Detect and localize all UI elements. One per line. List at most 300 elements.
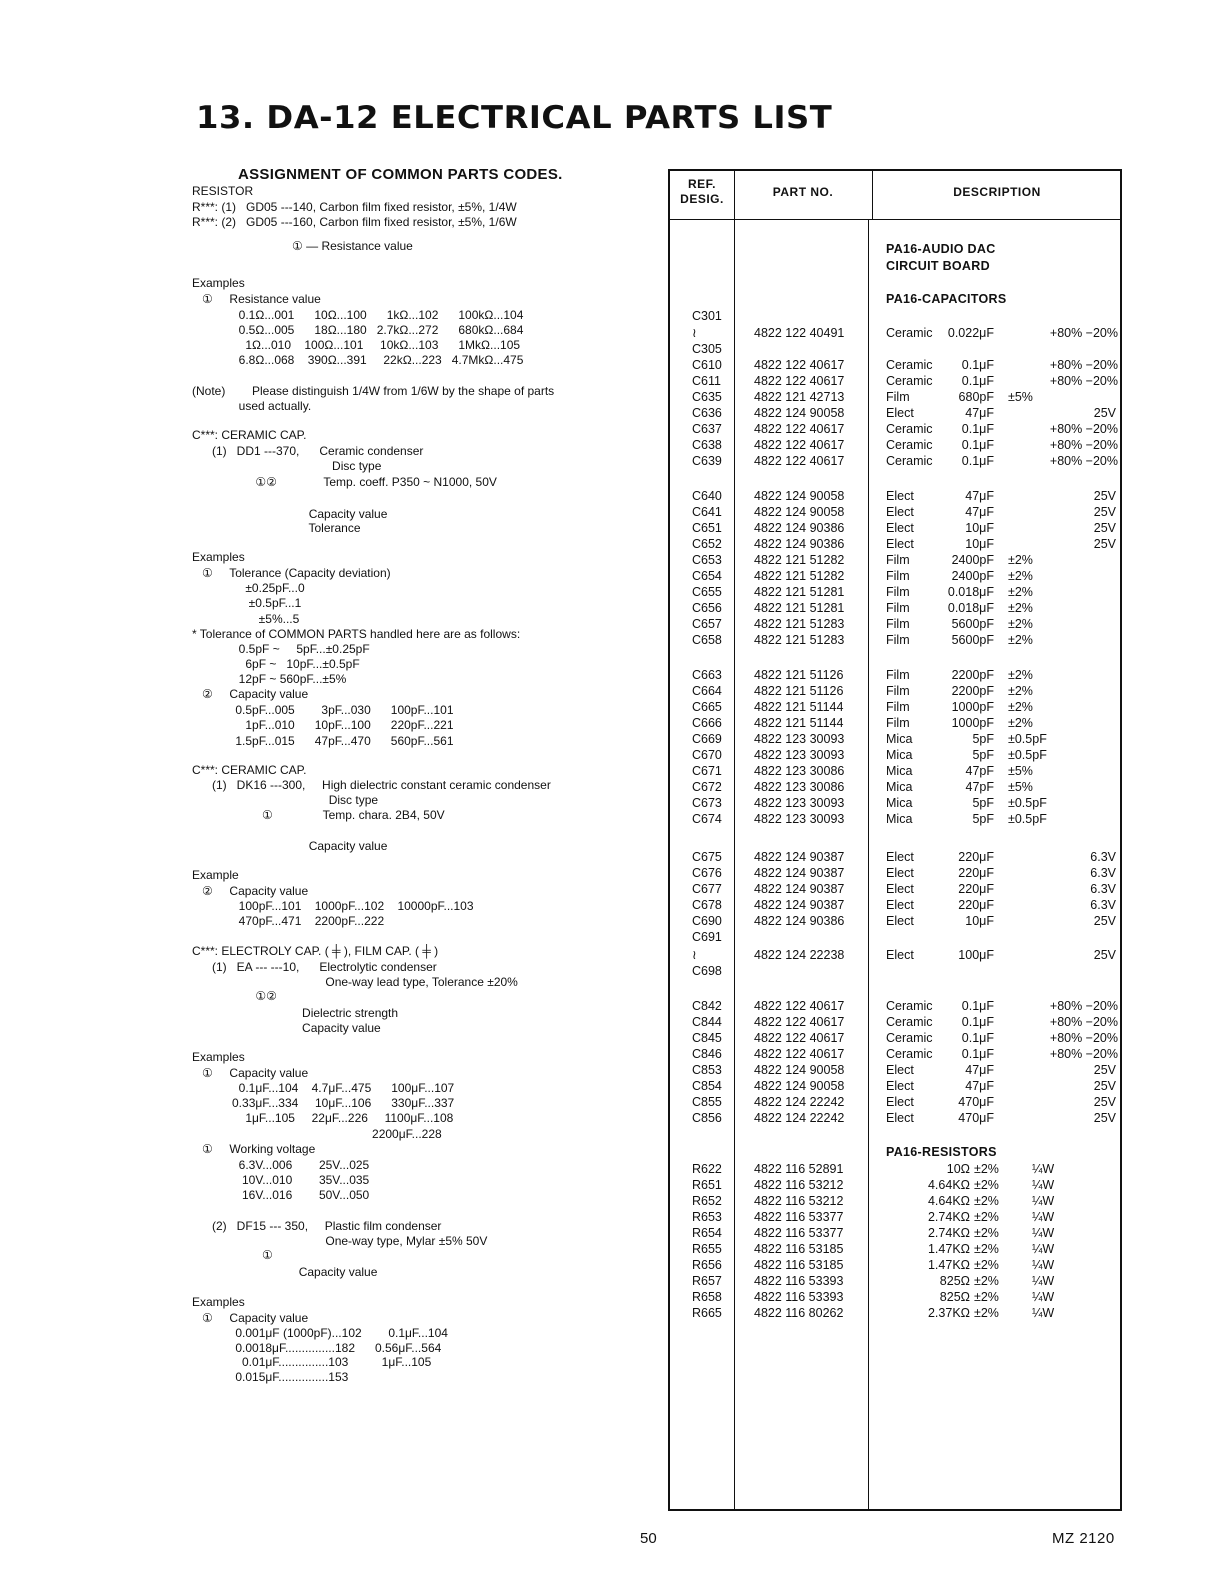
table-row <box>670 715 1120 731</box>
type-cell: Film <box>886 585 910 599</box>
part-no-cell: 4822 116 53185 <box>754 1242 844 1256</box>
table-row <box>670 747 1120 763</box>
code-text-line: Capacity value <box>192 507 388 521</box>
code-text-line: Capacity value <box>192 1021 381 1035</box>
rating-cell: ¼W <box>1032 1274 1055 1288</box>
code-text-line: ±0.5pF...1 <box>192 596 302 610</box>
type-cell: Ceramic <box>886 999 933 1013</box>
rating-cell: 25V <box>1093 1063 1116 1077</box>
table-row <box>670 1078 1120 1094</box>
value-cell: 5pF <box>972 796 994 810</box>
table-row <box>670 1273 1120 1289</box>
type-cell: Film <box>886 390 910 404</box>
ref-desig-cell: R651 <box>692 1178 722 1192</box>
code-text-line: Examples <box>192 1050 245 1064</box>
ref-desig-cell: C654 <box>692 569 722 583</box>
tolerance-cell: +80% −20% <box>1049 422 1118 436</box>
type-cell: Film <box>886 633 910 647</box>
value-cell: 0.022μF <box>947 326 994 340</box>
rating-cell: ¼W <box>1032 1306 1055 1320</box>
table-row <box>670 849 1120 865</box>
type-cell: Film <box>886 553 910 567</box>
ref-desig-cell: C305 <box>692 342 722 356</box>
table-row <box>670 552 1120 568</box>
table-row <box>670 1094 1120 1110</box>
table-row <box>670 1193 1120 1209</box>
code-text-line: 1μF...105 22μF...226 1100μF...108 <box>192 1111 454 1125</box>
value-cell: 5pF <box>972 748 994 762</box>
ref-desig-cell: C855 <box>692 1095 722 1109</box>
rating-cell: 25V <box>1093 1111 1116 1125</box>
ref-desig-cell: ≀ <box>692 948 697 962</box>
ref-desig-cell: C676 <box>692 866 722 880</box>
part-no-cell: 4822 121 51282 <box>754 553 845 567</box>
ref-desig-cell: C842 <box>692 999 722 1013</box>
part-no-cell: 4822 122 40617 <box>754 438 845 452</box>
part-no-cell: 4822 121 51126 <box>754 684 844 698</box>
code-text-line: (1) EA --- ---10, Electrolytic condenser <box>192 960 437 974</box>
tolerance-cell: ±2% <box>974 1194 999 1208</box>
value-cell: 4.64KΩ <box>927 1194 970 1208</box>
code-text-line: ② Capacity value <box>192 687 309 701</box>
ref-desig-cell: C666 <box>692 716 722 730</box>
value-cell: 1.47KΩ <box>927 1242 970 1256</box>
value-cell: 4.64KΩ <box>927 1178 970 1192</box>
ref-desig-cell: C677 <box>692 882 722 896</box>
tolerance-cell: ±2% <box>1008 601 1033 615</box>
value-cell: 1.47KΩ <box>927 1258 970 1272</box>
value-cell: 220μF <box>958 850 994 864</box>
part-no-cell: 4822 124 90387 <box>754 850 845 864</box>
part-no-cell: 4822 124 90386 <box>754 914 845 928</box>
table-row <box>670 1209 1120 1225</box>
table-row <box>670 1225 1120 1241</box>
page-number: 50 <box>640 1530 657 1547</box>
ref-desig-cell: R665 <box>692 1306 722 1320</box>
tolerance-cell: ±2% <box>1008 569 1033 583</box>
value-cell: 470μF <box>958 1095 994 1109</box>
rating-cell: ¼W <box>1032 1162 1055 1176</box>
code-text-line: 470pF...471 2200pF...222 <box>192 914 385 928</box>
ref-desig-cell: C639 <box>692 454 722 468</box>
value-cell: 0.1μF <box>961 422 994 436</box>
tolerance-cell: ±2% <box>974 1290 999 1304</box>
part-no-cell: 4822 122 40617 <box>754 999 845 1013</box>
value-cell: 0.018μF <box>947 585 994 599</box>
code-text-line: Examples <box>192 550 245 564</box>
ref-desig-cell: C690 <box>692 914 722 928</box>
table-row <box>670 536 1120 552</box>
code-text-line: ①② <box>192 989 277 1003</box>
ref-desig-cell: C674 <box>692 812 722 826</box>
code-text-line: (Note) Please distinguish 1/4W from 1/6W by the shape of parts <box>192 384 555 398</box>
type-cell: Mica <box>886 764 913 778</box>
code-text-line: ±5%...5 <box>192 612 300 626</box>
part-no-cell: 4822 123 30093 <box>754 796 845 810</box>
rating-cell: ¼W <box>1032 1178 1055 1192</box>
code-text-line: (2) DF15 --- 350, Plastic film condenser <box>192 1219 442 1233</box>
value-cell: 2.37KΩ <box>927 1306 970 1320</box>
value-cell: 47μF <box>965 489 994 503</box>
code-text-line: 10V...010 35V...035 <box>192 1173 370 1187</box>
table-row <box>670 998 1120 1014</box>
code-text-line: RESISTOR <box>192 184 254 198</box>
ref-desig-cell: C638 <box>692 438 722 452</box>
ref-desig-cell: C301 <box>692 309 722 323</box>
ref-desig-cell: C670 <box>692 748 722 762</box>
tolerance-cell: +80% −20% <box>1049 1015 1118 1029</box>
ref-desig-cell: C672 <box>692 780 722 794</box>
code-text-line: R***: (2) GD05 ---160, Carbon film fixed resistor, ±5%, 1/6W <box>192 215 517 229</box>
model-number: MZ 2120 <box>1052 1530 1115 1547</box>
code-text-line: ① Tolerance (Capacity deviation) <box>192 566 391 580</box>
ref-desig-cell: R655 <box>692 1242 722 1256</box>
ref-desig-cell: C656 <box>692 601 722 615</box>
code-text-line: Example <box>192 868 239 882</box>
ref-desig-cell: C658 <box>692 633 722 647</box>
tolerance-cell: +80% −20% <box>1049 1031 1118 1045</box>
ref-desig-cell: R657 <box>692 1274 722 1288</box>
table-row <box>670 1257 1120 1273</box>
table-row <box>670 929 1120 945</box>
part-no-cell: 4822 124 90387 <box>754 866 845 880</box>
code-text-line: 1Ω...010 100Ω...101 10kΩ...103 1MkΩ...105 <box>192 338 521 352</box>
part-no-cell: 4822 122 40617 <box>754 1015 845 1029</box>
code-text-line: 12pF ~ 560pF...±5% <box>192 672 347 686</box>
ref-desig-cell: C657 <box>692 617 722 631</box>
code-text-line: Tolerance <box>192 521 361 535</box>
table-row <box>670 963 1120 979</box>
part-no-cell: 4822 124 22242 <box>754 1095 845 1109</box>
type-cell: Elect <box>886 521 914 535</box>
rating-cell: 6.3V <box>1090 850 1116 864</box>
tolerance-cell: ±2% <box>974 1306 999 1320</box>
tolerance-cell: ±0.5pF <box>1008 748 1047 762</box>
rating-cell: 25V <box>1093 1095 1116 1109</box>
type-cell: Elect <box>886 948 914 962</box>
ref-desig-cell: C698 <box>692 964 722 978</box>
code-text-line: One-way type, Mylar ±5% 50V <box>192 1234 488 1248</box>
type-cell: Elect <box>886 898 914 912</box>
table-row <box>670 1161 1120 1177</box>
ref-desig-cell: C853 <box>692 1063 722 1077</box>
tolerance-cell: ±2% <box>974 1210 999 1224</box>
value-cell: 0.1μF <box>961 358 994 372</box>
code-text-line: 0.1Ω...001 10Ω...100 1kΩ...102 100kΩ...104 <box>192 308 524 322</box>
table-row <box>670 683 1120 699</box>
rating-cell: ¼W <box>1032 1226 1055 1240</box>
ref-desig-cell: C653 <box>692 553 722 567</box>
type-cell: Film <box>886 684 910 698</box>
type-cell: Elect <box>886 850 914 864</box>
tolerance-cell: +80% −20% <box>1049 999 1118 1013</box>
value-cell: 825Ω <box>939 1274 970 1288</box>
value-cell: 2400pF <box>951 553 994 567</box>
page-title: 13. DA-12 ELECTRICAL PARTS LIST <box>196 100 833 136</box>
ref-desig-cell: C641 <box>692 505 722 519</box>
table-row <box>670 437 1120 453</box>
value-cell: 47pF <box>965 780 994 794</box>
tolerance-cell: ±2% <box>1008 585 1033 599</box>
table-row <box>670 897 1120 913</box>
ref-desig-cell: C691 <box>692 930 722 944</box>
code-text-line: 1pF...010 10pF...100 220pF...221 <box>192 718 454 732</box>
tolerance-cell: +80% −20% <box>1049 358 1118 372</box>
value-cell: 0.1μF <box>961 374 994 388</box>
parts-table <box>668 169 1122 1511</box>
tolerance-cell: ±5% <box>1008 390 1033 404</box>
value-cell: 5600pF <box>951 633 994 647</box>
part-no-cell: 4822 116 53212 <box>754 1178 844 1192</box>
value-cell: 220μF <box>958 882 994 896</box>
ref-desig-cell: R658 <box>692 1290 722 1304</box>
ref-desig-cell: R653 <box>692 1210 722 1224</box>
tolerance-cell: +80% −20% <box>1049 1047 1118 1061</box>
table-row <box>670 421 1120 437</box>
table-row <box>670 667 1120 683</box>
part-no-cell: 4822 124 22238 <box>754 948 845 962</box>
part-no-cell: 4822 124 90058 <box>754 489 845 503</box>
table-row <box>670 389 1120 405</box>
value-cell: 2200pF <box>951 684 994 698</box>
part-no-cell: 4822 124 90058 <box>754 1079 845 1093</box>
type-cell: Ceramic <box>886 374 933 388</box>
part-no-cell: 4822 116 80262 <box>754 1306 844 1320</box>
part-no-cell: 4822 122 40491 <box>754 326 845 340</box>
type-cell: Elect <box>886 489 914 503</box>
tolerance-cell: +80% −20% <box>1049 326 1118 340</box>
part-no-cell: 4822 121 51283 <box>754 633 845 647</box>
rating-cell: ¼W <box>1032 1242 1055 1256</box>
type-cell: Elect <box>886 1095 914 1109</box>
value-cell: 47μF <box>965 505 994 519</box>
value-cell: 10μF <box>965 521 994 535</box>
tolerance-cell: ±5% <box>1008 764 1033 778</box>
value-cell: 825Ω <box>939 1290 970 1304</box>
ref-desig-cell: C651 <box>692 521 722 535</box>
table-row <box>670 1046 1120 1062</box>
table-row <box>670 488 1120 504</box>
table-row <box>670 913 1120 929</box>
table-row <box>670 1241 1120 1257</box>
code-text-line: 0.001μF (1000pF)...102 0.1μF...104 <box>192 1326 448 1340</box>
type-cell: Elect <box>886 914 914 928</box>
rating-cell: ¼W <box>1032 1194 1055 1208</box>
code-text-line: (1) DD1 ---370, Ceramic condenser <box>192 444 424 458</box>
rating-cell: 25V <box>1093 406 1116 420</box>
table-row <box>670 1014 1120 1030</box>
value-cell: 47pF <box>965 764 994 778</box>
type-cell: Film <box>886 617 910 631</box>
code-text-line: 6pF ~ 10pF...±0.5pF <box>192 657 360 671</box>
table-row <box>670 699 1120 715</box>
tolerance-cell: ±2% <box>1008 668 1033 682</box>
type-cell: Ceramic <box>886 422 933 436</box>
type-cell: Elect <box>886 406 914 420</box>
type-cell: Elect <box>886 505 914 519</box>
code-text-line: 0.5pF...005 3pF...030 100pF...101 <box>192 703 454 717</box>
ref-desig-cell: C669 <box>692 732 722 746</box>
value-cell: 0.1μF <box>961 454 994 468</box>
table-row <box>670 1305 1120 1321</box>
value-cell: 2200pF <box>951 668 994 682</box>
code-text-line: 0.0018μF...............182 0.56μF...564 <box>192 1341 442 1355</box>
code-text-line: C***: CERAMIC CAP. <box>192 763 307 777</box>
tolerance-cell: ±5% <box>1008 780 1033 794</box>
value-cell: 47μF <box>965 406 994 420</box>
part-no-cell: 4822 121 51283 <box>754 617 845 631</box>
table-row <box>670 325 1120 341</box>
code-text-line: ①② Temp. coeff. P350 ~ N1000, 50V <box>192 475 497 489</box>
ref-desig-cell: C846 <box>692 1047 722 1061</box>
value-cell: 2.74KΩ <box>927 1226 970 1240</box>
part-no-cell: 4822 116 53393 <box>754 1290 844 1304</box>
value-cell: 0.1μF <box>961 438 994 452</box>
type-cell: Mica <box>886 796 913 810</box>
ref-desig-cell: C637 <box>692 422 722 436</box>
type-cell: Ceramic <box>886 358 933 372</box>
part-no-cell: 4822 116 53377 <box>754 1210 844 1224</box>
ref-desig-cell: C636 <box>692 406 722 420</box>
ref-desig-cell: C845 <box>692 1031 722 1045</box>
part-no-cell: 4822 122 40617 <box>754 358 845 372</box>
table-row <box>670 568 1120 584</box>
code-text-line: 0.1μF...104 4.7μF...475 100μF...107 <box>192 1081 455 1095</box>
ref-desig-cell: C673 <box>692 796 722 810</box>
ref-desig-cell: ≀ <box>692 326 697 340</box>
part-no-cell: 4822 116 53393 <box>754 1274 844 1288</box>
code-text-line: 6.8Ω...068 390Ω...391 22kΩ...223 4.7MkΩ...475 <box>192 353 524 367</box>
header-ref-desig: REF. DESIG. <box>680 177 724 206</box>
rating-cell: ¼W <box>1032 1210 1055 1224</box>
board-title: CIRCUIT BOARD <box>886 259 990 273</box>
ref-desig-cell: C663 <box>692 668 722 682</box>
code-text-line: ① <box>192 1248 273 1262</box>
code-text-line: * Tolerance of COMMON PARTS handled here are as follows: <box>192 627 521 641</box>
tolerance-cell: ±2% <box>974 1258 999 1272</box>
rating-cell: 25V <box>1093 948 1116 962</box>
code-text-line: C***: ELECTROLY CAP. ( ╪ ), FILM CAP. ( ╪ ) <box>192 944 439 958</box>
tolerance-cell: ±2% <box>974 1226 999 1240</box>
part-no-cell: 4822 121 51144 <box>754 716 844 730</box>
value-cell: 470μF <box>958 1111 994 1125</box>
part-no-cell: 4822 124 90386 <box>754 537 845 551</box>
type-cell: Ceramic <box>886 1047 933 1061</box>
part-no-cell: 4822 122 40617 <box>754 454 845 468</box>
code-text-line: 0.5Ω...005 18Ω...180 2.7kΩ...272 680kΩ...684 <box>192 323 524 337</box>
table-row <box>670 504 1120 520</box>
ref-desig-cell: C652 <box>692 537 722 551</box>
tolerance-cell: ±2% <box>1008 617 1033 631</box>
table-row <box>670 520 1120 536</box>
value-cell: 680pF <box>958 390 994 404</box>
part-no-cell: 4822 123 30086 <box>754 780 845 794</box>
table-row <box>670 357 1120 373</box>
part-no-cell: 4822 121 42713 <box>754 390 845 404</box>
value-cell: 2400pF <box>951 569 994 583</box>
part-no-cell: 4822 122 40617 <box>754 1031 845 1045</box>
type-cell: Film <box>886 700 910 714</box>
tolerance-cell: ±0.5pF <box>1008 796 1047 810</box>
tolerance-cell: ±2% <box>974 1274 999 1288</box>
value-cell: 10Ω <box>946 1162 970 1176</box>
ref-desig-cell: R652 <box>692 1194 722 1208</box>
table-row <box>670 600 1120 616</box>
ref-desig-cell: C678 <box>692 898 722 912</box>
part-no-cell: 4822 121 51281 <box>754 601 845 615</box>
tolerance-cell: ±2% <box>1008 684 1033 698</box>
code-text-line: ±0.25pF...0 <box>192 581 305 595</box>
code-text-line: ① — Resistance value <box>192 239 413 253</box>
ref-desig-cell: C844 <box>692 1015 722 1029</box>
code-text-line: (1) DK16 ---300, High dielectric constant ceramic condenser <box>192 778 551 792</box>
ref-desig-cell: C671 <box>692 764 722 778</box>
part-no-cell: 4822 121 51144 <box>754 700 844 714</box>
ref-desig-cell: C856 <box>692 1111 722 1125</box>
value-cell: 5600pF <box>951 617 994 631</box>
code-text-line: 0.015μF...............153 <box>192 1370 349 1384</box>
code-text-line: ① Capacity value <box>192 1311 309 1325</box>
part-no-cell: 4822 116 53212 <box>754 1194 844 1208</box>
code-text-line: 0.33μF...334 10μF...106 330μF...337 <box>192 1096 455 1110</box>
part-no-cell: 4822 122 40617 <box>754 374 845 388</box>
type-cell: Elect <box>886 1079 914 1093</box>
code-text-line: One-way lead type, Tolerance ±20% <box>192 975 518 989</box>
code-text-line: C***: CERAMIC CAP. <box>192 428 307 442</box>
code-text-line: 0.5pF ~ 5pF...±0.25pF <box>192 642 370 656</box>
part-no-cell: 4822 122 40617 <box>754 422 845 436</box>
code-text-line: R***: (1) GD05 ---140, Carbon film fixed resistor, ±5%, 1/4W <box>192 200 517 214</box>
value-cell: 220μF <box>958 866 994 880</box>
ref-desig-cell: C610 <box>692 358 722 372</box>
table-row <box>670 373 1120 389</box>
header-description: DESCRIPTION <box>953 185 1041 199</box>
table-row <box>670 795 1120 811</box>
tolerance-cell: +80% −20% <box>1049 374 1118 388</box>
code-text-line: Dielectric strength <box>192 1006 399 1020</box>
ref-desig-cell: C655 <box>692 585 722 599</box>
table-row <box>670 811 1120 827</box>
table-row <box>670 341 1120 357</box>
table-row <box>670 1110 1120 1126</box>
value-cell: 2.74KΩ <box>927 1210 970 1224</box>
tolerance-cell: ±0.5pF <box>1008 732 1047 746</box>
ref-desig-cell: C640 <box>692 489 722 503</box>
code-text-line: Examples <box>192 1295 245 1309</box>
type-cell: Mica <box>886 812 913 826</box>
table-row <box>670 1030 1120 1046</box>
part-no-cell: 4822 124 90387 <box>754 882 845 896</box>
rating-cell: 25V <box>1093 489 1116 503</box>
part-no-cell: 4822 123 30093 <box>754 748 845 762</box>
code-text-line: ① Working voltage <box>192 1142 316 1156</box>
code-text-line: 100pF...101 1000pF...102 10000pF...103 <box>192 899 474 913</box>
type-cell: Elect <box>886 537 914 551</box>
tolerance-cell: ±2% <box>1008 716 1033 730</box>
rating-cell: ¼W <box>1032 1258 1055 1272</box>
code-text-line: 0.01μF...............103 1μF...105 <box>192 1355 432 1369</box>
code-text-line: ① Capacity value <box>192 1066 309 1080</box>
table-row <box>670 947 1120 963</box>
table-row <box>670 308 1120 324</box>
table-row <box>670 1289 1120 1305</box>
part-no-cell: 4822 116 53185 <box>754 1258 844 1272</box>
part-no-cell: 4822 124 90058 <box>754 1063 845 1077</box>
section-heading: ASSIGNMENT OF COMMON PARTS CODES. <box>238 166 563 183</box>
value-cell: 47μF <box>965 1063 994 1077</box>
table-row <box>670 763 1120 779</box>
ref-desig-cell: R622 <box>692 1162 722 1176</box>
